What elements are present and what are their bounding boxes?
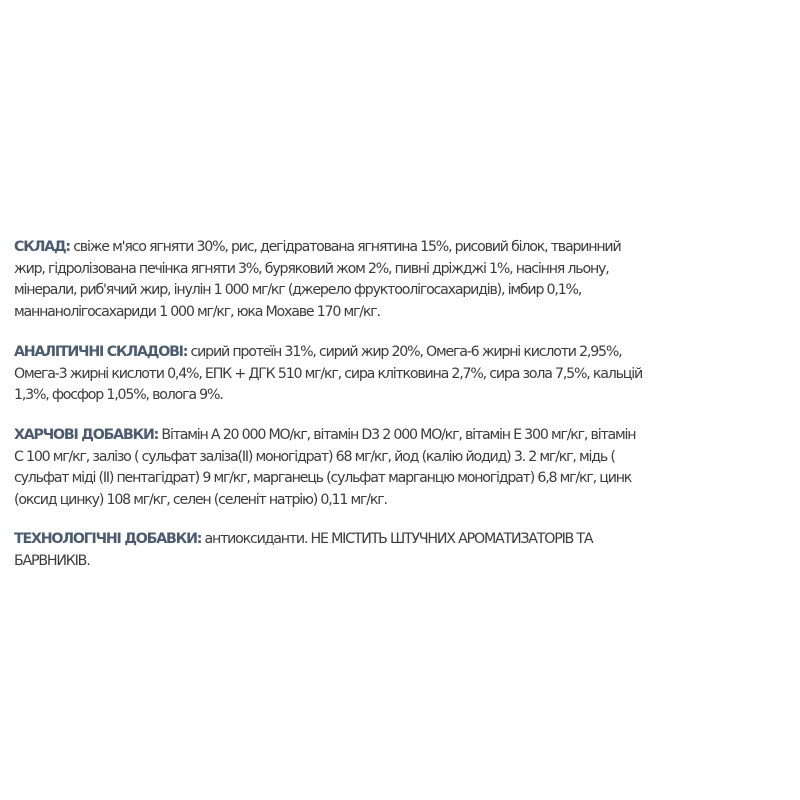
composition-section xyxy=(14,237,800,323)
nutritional-additives-section xyxy=(14,425,800,511)
text-line: маннанолігосахариди 1 000 мг/кг, юка Мохаве 170 мг/кг. xyxy=(14,303,380,320)
text-line: БАРВНИКІВ. xyxy=(14,552,90,569)
text-line: 1,3%, фосфор 1,05%, волога 9%. xyxy=(14,387,223,403)
text-line: сульфат міді (II) пентагідрат) 9 мг/кг, марганець (сульфат марганцю моногідрат) 6,8 мг/кг, цинк xyxy=(14,470,632,486)
text-line: (оксид цинку) 108 мг/кг, селен (селеніт натрію) 0,11 мг/кг. xyxy=(14,491,387,508)
analytical-heading: АНАЛІТИЧНІ СКЛАДОВІ: xyxy=(14,344,188,360)
technological-additives-heading: ТЕХНОЛОГІЧНІ ДОБАВКИ: xyxy=(14,531,202,547)
analytical-section xyxy=(14,342,800,407)
text-line xyxy=(14,237,800,259)
composition-heading: СКЛАД: xyxy=(14,239,70,255)
technological-additives-section xyxy=(14,529,800,572)
text-line xyxy=(14,342,800,364)
text-line xyxy=(14,425,800,447)
text-line: мінерали, риб'ячий жир, інулін 1 000 мг/кг (джерело фруктоолігосахаридів), імбир 0,1%, xyxy=(14,282,582,298)
nutritional-additives-text: Вітамін А 20 000 МО/кг, вітамін D3 2 000 МО/кг, вітамін Е 300 мг/кг, вітамін xyxy=(158,427,636,443)
text-line: жир, гідролізована печінка ягняти 3%, буряковий жом 2%, пивні дріжджі 1%, насіння льону, xyxy=(14,260,609,277)
text-line: Омега-3 жирні кислоти 0,4%, ЕПК + ДГК 510 мг/кг, сира клітковина 2,7%, сира зола 7,5%, кальцій xyxy=(14,365,642,382)
composition-text: свіже м'ясо ягняти 30%, рис, дегідратована ягнятина 15%, рисовий білок, тваринний xyxy=(69,239,621,255)
analytical-text: сирий протеїн 31%, сирий жир 20%, Омега-6 жирні кислоти 2,95%, xyxy=(187,344,622,360)
nutritional-additives-heading: ХАРЧОВІ ДОБАВКИ: xyxy=(14,427,159,443)
text-line: С 100 мг/кг, залізо ( сульфат заліза(ІІ) моногідрат) 68 мг/кг, йод (калію йодид) 3. 2 мг/кг, мідь ( xyxy=(14,448,615,465)
text-line xyxy=(14,529,800,551)
technological-additives-text: антиоксиданти. НЕ МІСТИТЬ ШТУЧНИХ АРОМАТИЗАТОРІВ ТА xyxy=(201,531,593,547)
